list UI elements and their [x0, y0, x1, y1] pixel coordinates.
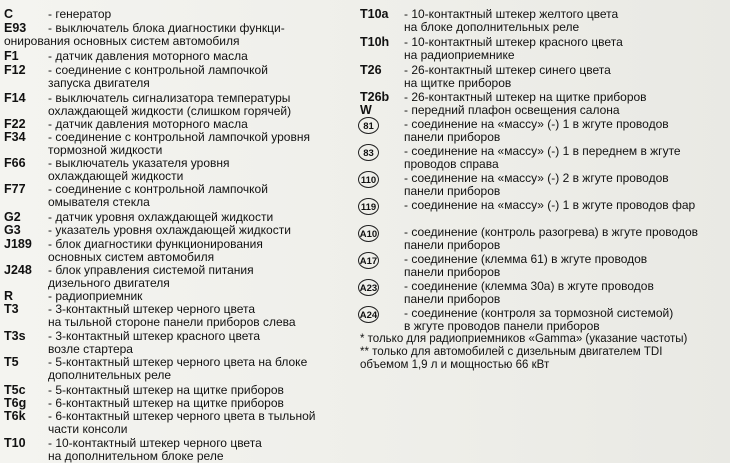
description-line: панели приборов	[404, 130, 501, 144]
description-line: на блоке дополнительных реле	[404, 20, 580, 34]
footnote: объемом 1,9 л и мощностью 66 кВт	[360, 359, 550, 371]
description-line: - соединение (клемма 61) в жгуте проводов	[404, 252, 648, 266]
component-code: C	[4, 7, 14, 21]
component-description	[404, 307, 673, 333]
description-line: панели приборов	[404, 184, 501, 198]
component-description	[404, 172, 669, 198]
description-line: на дополнительном блоке реле	[48, 449, 224, 463]
description-line: - 10-контактный штекер желтого цвета	[404, 7, 619, 21]
description-line: омывателя стекла	[48, 195, 150, 209]
description-line: - передний плафон освещения салона	[404, 103, 620, 117]
component-description	[404, 280, 654, 306]
component-code: T6g	[4, 396, 27, 410]
component-code: G2	[4, 210, 21, 224]
ground-point-circle-label: A23	[358, 279, 379, 296]
description-line: - генератор	[48, 7, 112, 21]
component-code: R	[4, 289, 14, 303]
component-description	[48, 238, 263, 264]
component-code: T26	[360, 63, 382, 77]
description-line: онирования основных систем автомобиля	[4, 34, 240, 48]
description-line: - датчик давления моторного масла	[48, 49, 248, 63]
description-line: - соединение (контроля за тормозной системой)	[404, 306, 674, 320]
component-code: F1	[4, 49, 19, 63]
description-line: - 6-контактный штекер на щитке приборов	[48, 396, 284, 410]
description-line: - выключатель блока диагностики функци-	[48, 21, 285, 35]
component-description	[48, 303, 296, 329]
description-line: - 5-контактный штекер черного цвета на блоке	[48, 355, 308, 369]
description-line: - 10-контактный штекер черного цвета	[48, 436, 262, 450]
ground-point-circle-label: 119	[358, 198, 379, 215]
description-line: - 3-контактный штекер красного цвета	[48, 329, 261, 343]
component-description	[404, 8, 618, 34]
description-line: запуска двигателя	[48, 76, 150, 90]
description-line: на щитке приборов	[404, 76, 512, 90]
description-line: панели приборов	[404, 238, 501, 252]
component-code: W	[360, 103, 372, 117]
description-line: - 6-контактный штекер черного цвета в тыльной	[48, 409, 316, 423]
component-description	[404, 253, 647, 279]
component-description	[404, 226, 698, 252]
description-line: - датчик давления моторного масла	[48, 117, 248, 131]
ground-point-circle-label: 110	[358, 171, 379, 188]
ground-point-circle-label: A17	[358, 252, 379, 269]
description-line: проводов справа	[404, 157, 499, 171]
component-code: F14	[4, 91, 26, 105]
component-description	[48, 330, 260, 356]
component-code: T3	[4, 302, 19, 316]
ground-point-circle-label: 81	[358, 117, 379, 134]
component-description	[48, 50, 248, 63]
component-code: T10a	[360, 7, 389, 21]
component-code: E93	[4, 21, 27, 35]
component-code: G3	[4, 223, 21, 237]
component-description	[404, 145, 681, 171]
description-line: - 26-контактный штекер на щитке приборов	[404, 90, 647, 104]
component-code: F66	[4, 156, 26, 170]
component-description	[48, 437, 262, 463]
description-line: части консоли	[48, 422, 128, 436]
description-line: - соединение с контрольной лампочкой уровня	[48, 130, 310, 144]
description-line: охлаждающей жидкости	[48, 169, 184, 183]
component-code: T5c	[4, 383, 26, 397]
description-line: охлаждающей жидкости (слишком горячей)	[48, 104, 292, 118]
description-line: - блок диагностики функционирования	[48, 237, 263, 251]
footnote: * только для радиоприемников «Gamma» (указание частоты)	[360, 333, 688, 345]
description-line: на тыльной стороне панели приборов слева	[48, 315, 296, 329]
description-line: - радиоприемник	[48, 289, 143, 303]
ground-point-circle-label: A10	[358, 225, 379, 242]
description-line: основных систем автомобиля	[48, 250, 215, 264]
description-line: - соединение с контрольной лампочкой	[48, 182, 268, 196]
component-description	[48, 157, 230, 183]
description-line: - блок управления системой питания	[48, 263, 254, 277]
component-description	[48, 264, 254, 290]
description-line: - соединение на «массу» (-) 1 в жгуте проводов фар	[404, 198, 696, 212]
component-description	[48, 131, 310, 157]
description-line: - 26-контактный штекер синего цвета	[404, 63, 611, 77]
component-code: T5	[4, 355, 19, 369]
component-code: T10h	[360, 35, 390, 49]
component-code: F12	[4, 63, 26, 77]
description-line: панели приборов	[404, 292, 501, 306]
component-code: J248	[4, 263, 32, 277]
description-line: дизельного двигателя	[48, 276, 170, 290]
description-line: в жгуте проводов панели приборов	[404, 319, 600, 333]
description-line: панели приборов	[404, 265, 501, 279]
description-line: - соединение (контроль разогрева) в жгуте проводов	[404, 225, 698, 239]
component-code: T3s	[4, 329, 26, 343]
footnote: ** только для автомобилей с дизельным двигателем TDI	[360, 346, 663, 358]
component-code: F22	[4, 117, 26, 131]
description-line: - выключатель указателя уровня	[48, 156, 230, 170]
description-line: - соединение (клемма 30а) в жгуте проводов	[404, 279, 654, 293]
description-line: - датчик уровня охлаждающей жидкости	[48, 210, 274, 224]
description-line: - 10-контактный штекер красного цвета	[404, 35, 623, 49]
component-description	[404, 199, 695, 212]
description-line: - указатель уровня охлаждающей жидкости	[48, 223, 291, 237]
description-line: - 5-контактный штекер на щитке приборов	[48, 383, 284, 397]
component-description	[48, 410, 316, 436]
component-code: J189	[4, 237, 32, 251]
description-line: - соединение на «массу» (-) 1 в переднем в жгуте	[404, 144, 681, 158]
component-description	[48, 64, 268, 90]
description-line: - соединение с контрольной лампочкой	[48, 63, 268, 77]
component-code: T26b	[360, 90, 390, 104]
component-description	[48, 183, 268, 209]
component-description	[48, 8, 111, 21]
component-description	[404, 36, 623, 62]
component-description	[404, 104, 620, 117]
description-line: возле стартера	[48, 342, 133, 356]
ground-point-circle-label: A24	[358, 306, 379, 323]
component-code: T6k	[4, 409, 26, 423]
description-line: тормозной жидкости	[48, 143, 163, 157]
description-line: - соединение на «массу» (-) 1 в жгуте проводов	[404, 117, 669, 131]
description-line: дополнительных реле	[48, 368, 172, 382]
component-code: F77	[4, 182, 26, 196]
component-description	[404, 64, 611, 90]
ground-point-circle-label: 83	[358, 144, 379, 161]
component-description	[48, 92, 291, 118]
description-line: - выключатель сигнализатора температуры	[48, 91, 291, 105]
component-description	[48, 224, 291, 237]
component-description	[48, 356, 307, 382]
description-line: - 3-контактный штекер черного цвета	[48, 302, 256, 316]
description-line: на радиоприемнике	[404, 48, 515, 62]
component-description	[404, 118, 669, 144]
description-line: - соединение на «массу» (-) 2 в жгуте проводов	[404, 171, 669, 185]
component-code: F34	[4, 130, 26, 144]
component-code: T10	[4, 436, 26, 450]
